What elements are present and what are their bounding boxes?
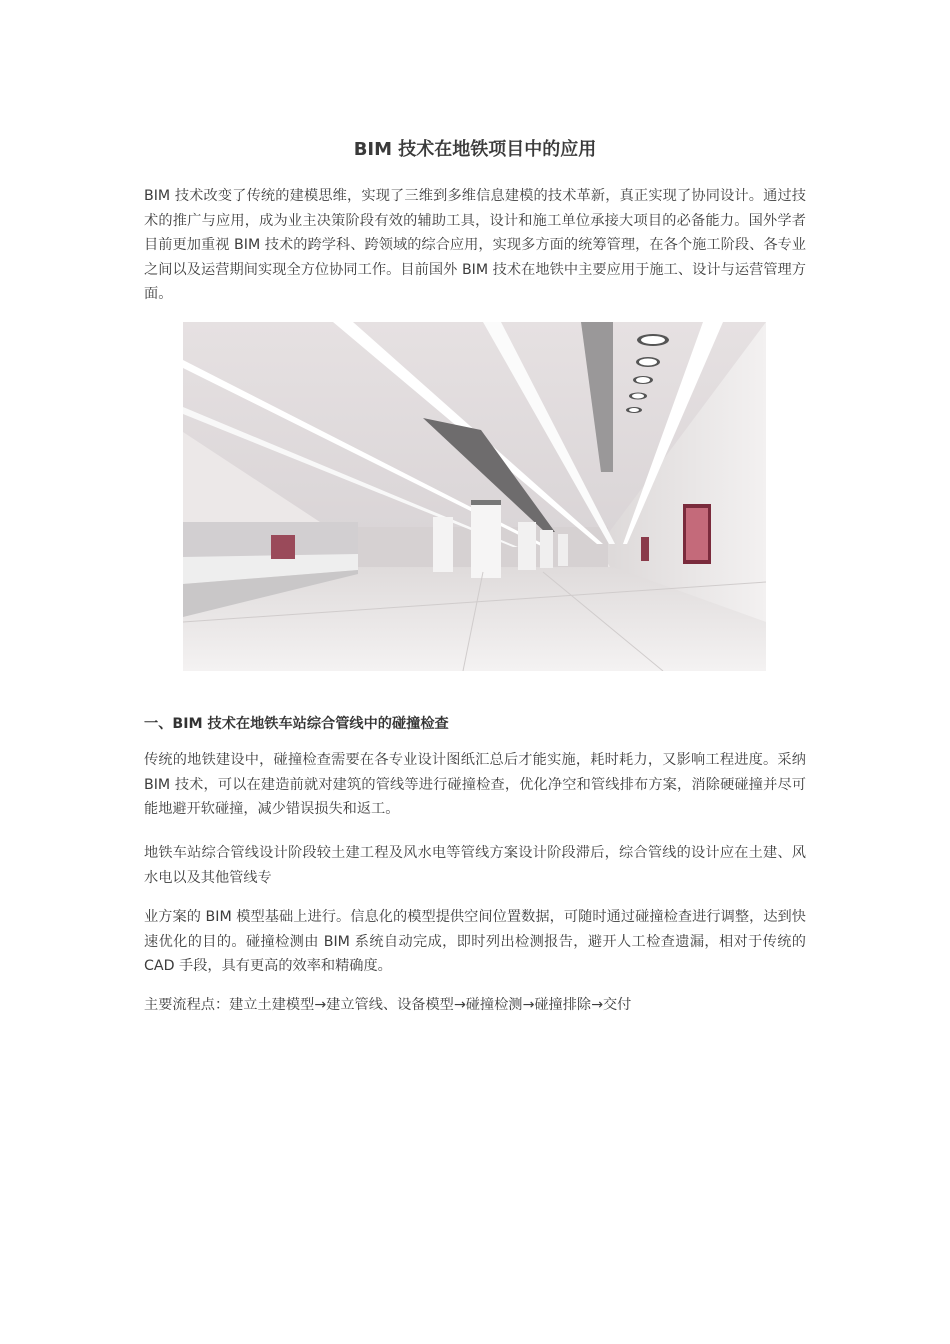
section-paragraph-3: 业方案的 BIM 模型基础上进行。信息化的模型提供空间位置数据，可随时通过碰撞检查进行调整，达到快速优化的目的。碰撞检测由 BIM 系统自动完成，即时列出检测报告，避开人工检查遗漏，相对于传统的 CAD 手段，具有更高的效率和精确度。	[144, 909, 806, 975]
section-heading: 一、BIM 技术在地铁车站综合管线中的碰撞检查	[144, 716, 449, 732]
document-title: BIM 技术在地铁项目中的应用	[353, 139, 597, 160]
subway-station-photo	[183, 322, 766, 671]
section-paragraph-1: 传统的地铁建设中，碰撞检查需要在各专业设计图纸汇总后才能实施，耗时耗力，又影响工程进度。采纳 BIM 技术，可以在建造前就对建筑的管线等进行碰撞检查，优化净空和管线排布方案，消除硬碰撞并尽可能地避开软碰撞，减少错误损失和返工。	[144, 752, 806, 818]
intro-paragraph: BIM 技术改变了传统的建模思维，实现了三维到多维信息建模的技术革新，真正实现了协同设计。通过技术的推广与应用，成为业主决策阶段有效的辅助工具，设计和施工单位承接大项目的必备能力。国外学者目前更加重视 BIM 技术的跨学科、跨领域的综合应用，实现多方面的统筹管理，在各个施工阶段、各专业之间以及运营期间实现全方位协同工作。目前国外 BIM 技术在地铁中主要应用于施工、设计与运营管理方面。	[144, 188, 806, 303]
process-flow-paragraph: 主要流程点：建立土建模型→建立管线、设备模型→碰撞检测→碰撞排除→交付	[144, 997, 632, 1013]
section-paragraph-2: 地铁车站综合管线设计阶段较土建工程及风水电等管线方案设计阶段滞后，综合管线的设计应在土建、风水电以及其他管线专	[144, 845, 806, 886]
